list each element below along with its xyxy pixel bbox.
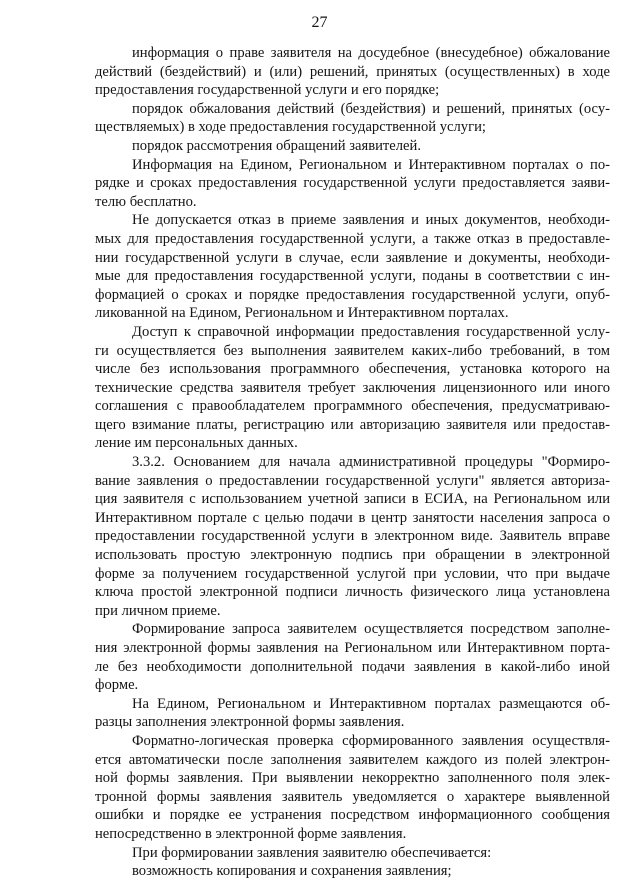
text-line: технические средства заявителя требует заключения лицензионного или иного [95, 379, 610, 396]
page-number: 27 [311, 14, 328, 31]
text-line: ция заявителя с использованием учетной записи в ЕСИА, на Региональном или [95, 491, 610, 508]
text-line: ошибки и порядке ее устранения посредством информационного сообщения [95, 807, 610, 824]
text-line: действий (бездействий) и (или) решений, принятых (осуществленных) в ходе [95, 63, 610, 80]
text-line: Не допускается отказ в приеме заявления и иных документов, необходи- [132, 212, 610, 229]
text-line: ществляемых) в ходе предоставления государственной услуги; [95, 119, 486, 136]
text-line: нии государственной услуги в случае, если заявление и документы, необходи- [95, 249, 610, 266]
text-line: соглашения с правообладателем программного обеспечения, предусматриваю- [95, 398, 610, 415]
text-line: вание заявления о предоставлении государственной услуги" является авториза- [95, 472, 610, 489]
text-line: информация о праве заявителя на досудебное (внесудебное) обжалование [132, 45, 610, 61]
text-line: Доступ к справочной информации предоставления государственной услу- [132, 323, 610, 340]
text-line: форме. [95, 677, 139, 694]
text-line: форме за получением государственной услугой при условии, что при выдаче [95, 565, 610, 582]
text-line: ле без необходимости дополнительной подачи заявления в какой-либо иной [95, 658, 610, 675]
text-line: ключа простой электронной подписи личность физического лица установлена [95, 584, 610, 601]
text-line: тронной формы заявления заявитель уведомляется о характере выявленной [95, 788, 610, 805]
text-line: числе без использования программного обеспечения, установка которого на [95, 361, 610, 378]
text-line: мых для предоставления государственной услуги, а также отказ в предоставле- [95, 230, 610, 247]
document-body [95, 44, 610, 881]
text-line: щего взимание платы, регистрацию или авторизацию заявителя или предостав- [95, 416, 610, 433]
text-line: возможность копирования и сохранения заявления; [132, 863, 452, 880]
text-line: ги осуществляется без выполнения заявителем каких-либо требований, в том [95, 342, 610, 359]
text-line: предоставления государственной услуги и его порядке; [95, 82, 440, 99]
text-line: ной формы заявления. При выявлении некорректно заполненного поля элек- [95, 770, 610, 787]
text-line: при личном приеме. [95, 602, 221, 619]
text-line: ликованной на Едином, Региональном и Интерактивном порталах. [95, 305, 509, 322]
text-line: порядок рассмотрения обращений заявителей. [132, 137, 421, 154]
text-line: мые для предоставления государственной услуги, поданы в соответствии с ин- [95, 268, 610, 285]
text-line: телю бесплатно. [95, 193, 197, 210]
text-line: формацией о сроках и порядке предоставления государственной услуги, опуб- [95, 286, 610, 303]
text-line: ния электронной формы заявления на Региональном или Интерактивном порта- [95, 640, 610, 656]
text-line: Интерактивном портале с целью подачи в центр занятости населения запроса о [95, 509, 610, 526]
text-line: Формирование запроса заявителем осуществляется посредством заполне- [132, 621, 610, 638]
text-line: рядке и сроках предоставления государственной услуги предоставляется заяви- [95, 175, 610, 192]
text-line: ление им персональных данных. [95, 435, 298, 452]
text-line: использовать простую электронную подпись при обращении в электронной [95, 547, 610, 564]
text-line: При формировании заявления заявителю обеспечивается: [132, 844, 492, 861]
text-line: На Едином, Региональном и Интерактивном порталах размещаются об- [132, 695, 610, 712]
text-line: непосредственно в электронной форме заявления. [95, 825, 407, 842]
text-line: 3.3.2. Основанием для начала административной процедуры "Формиро- [132, 454, 610, 471]
text-line: ется автоматически после заполнения заявителем каждого из полей электрон- [95, 751, 610, 768]
text-line: порядок обжалования действий (бездействия) и решений, принятых (осу- [132, 100, 610, 117]
text-line: предоставлении государственной услуги в электронном виде. Заявитель вправе [95, 528, 610, 545]
text-line: Информация на Едином, Региональном и Интерактивном порталах о по- [132, 156, 610, 173]
text-line: разцы заполнения электронной формы заявления. [95, 714, 405, 731]
text-line: Форматно-логическая проверка сформированного заявления осуществля- [132, 732, 610, 749]
